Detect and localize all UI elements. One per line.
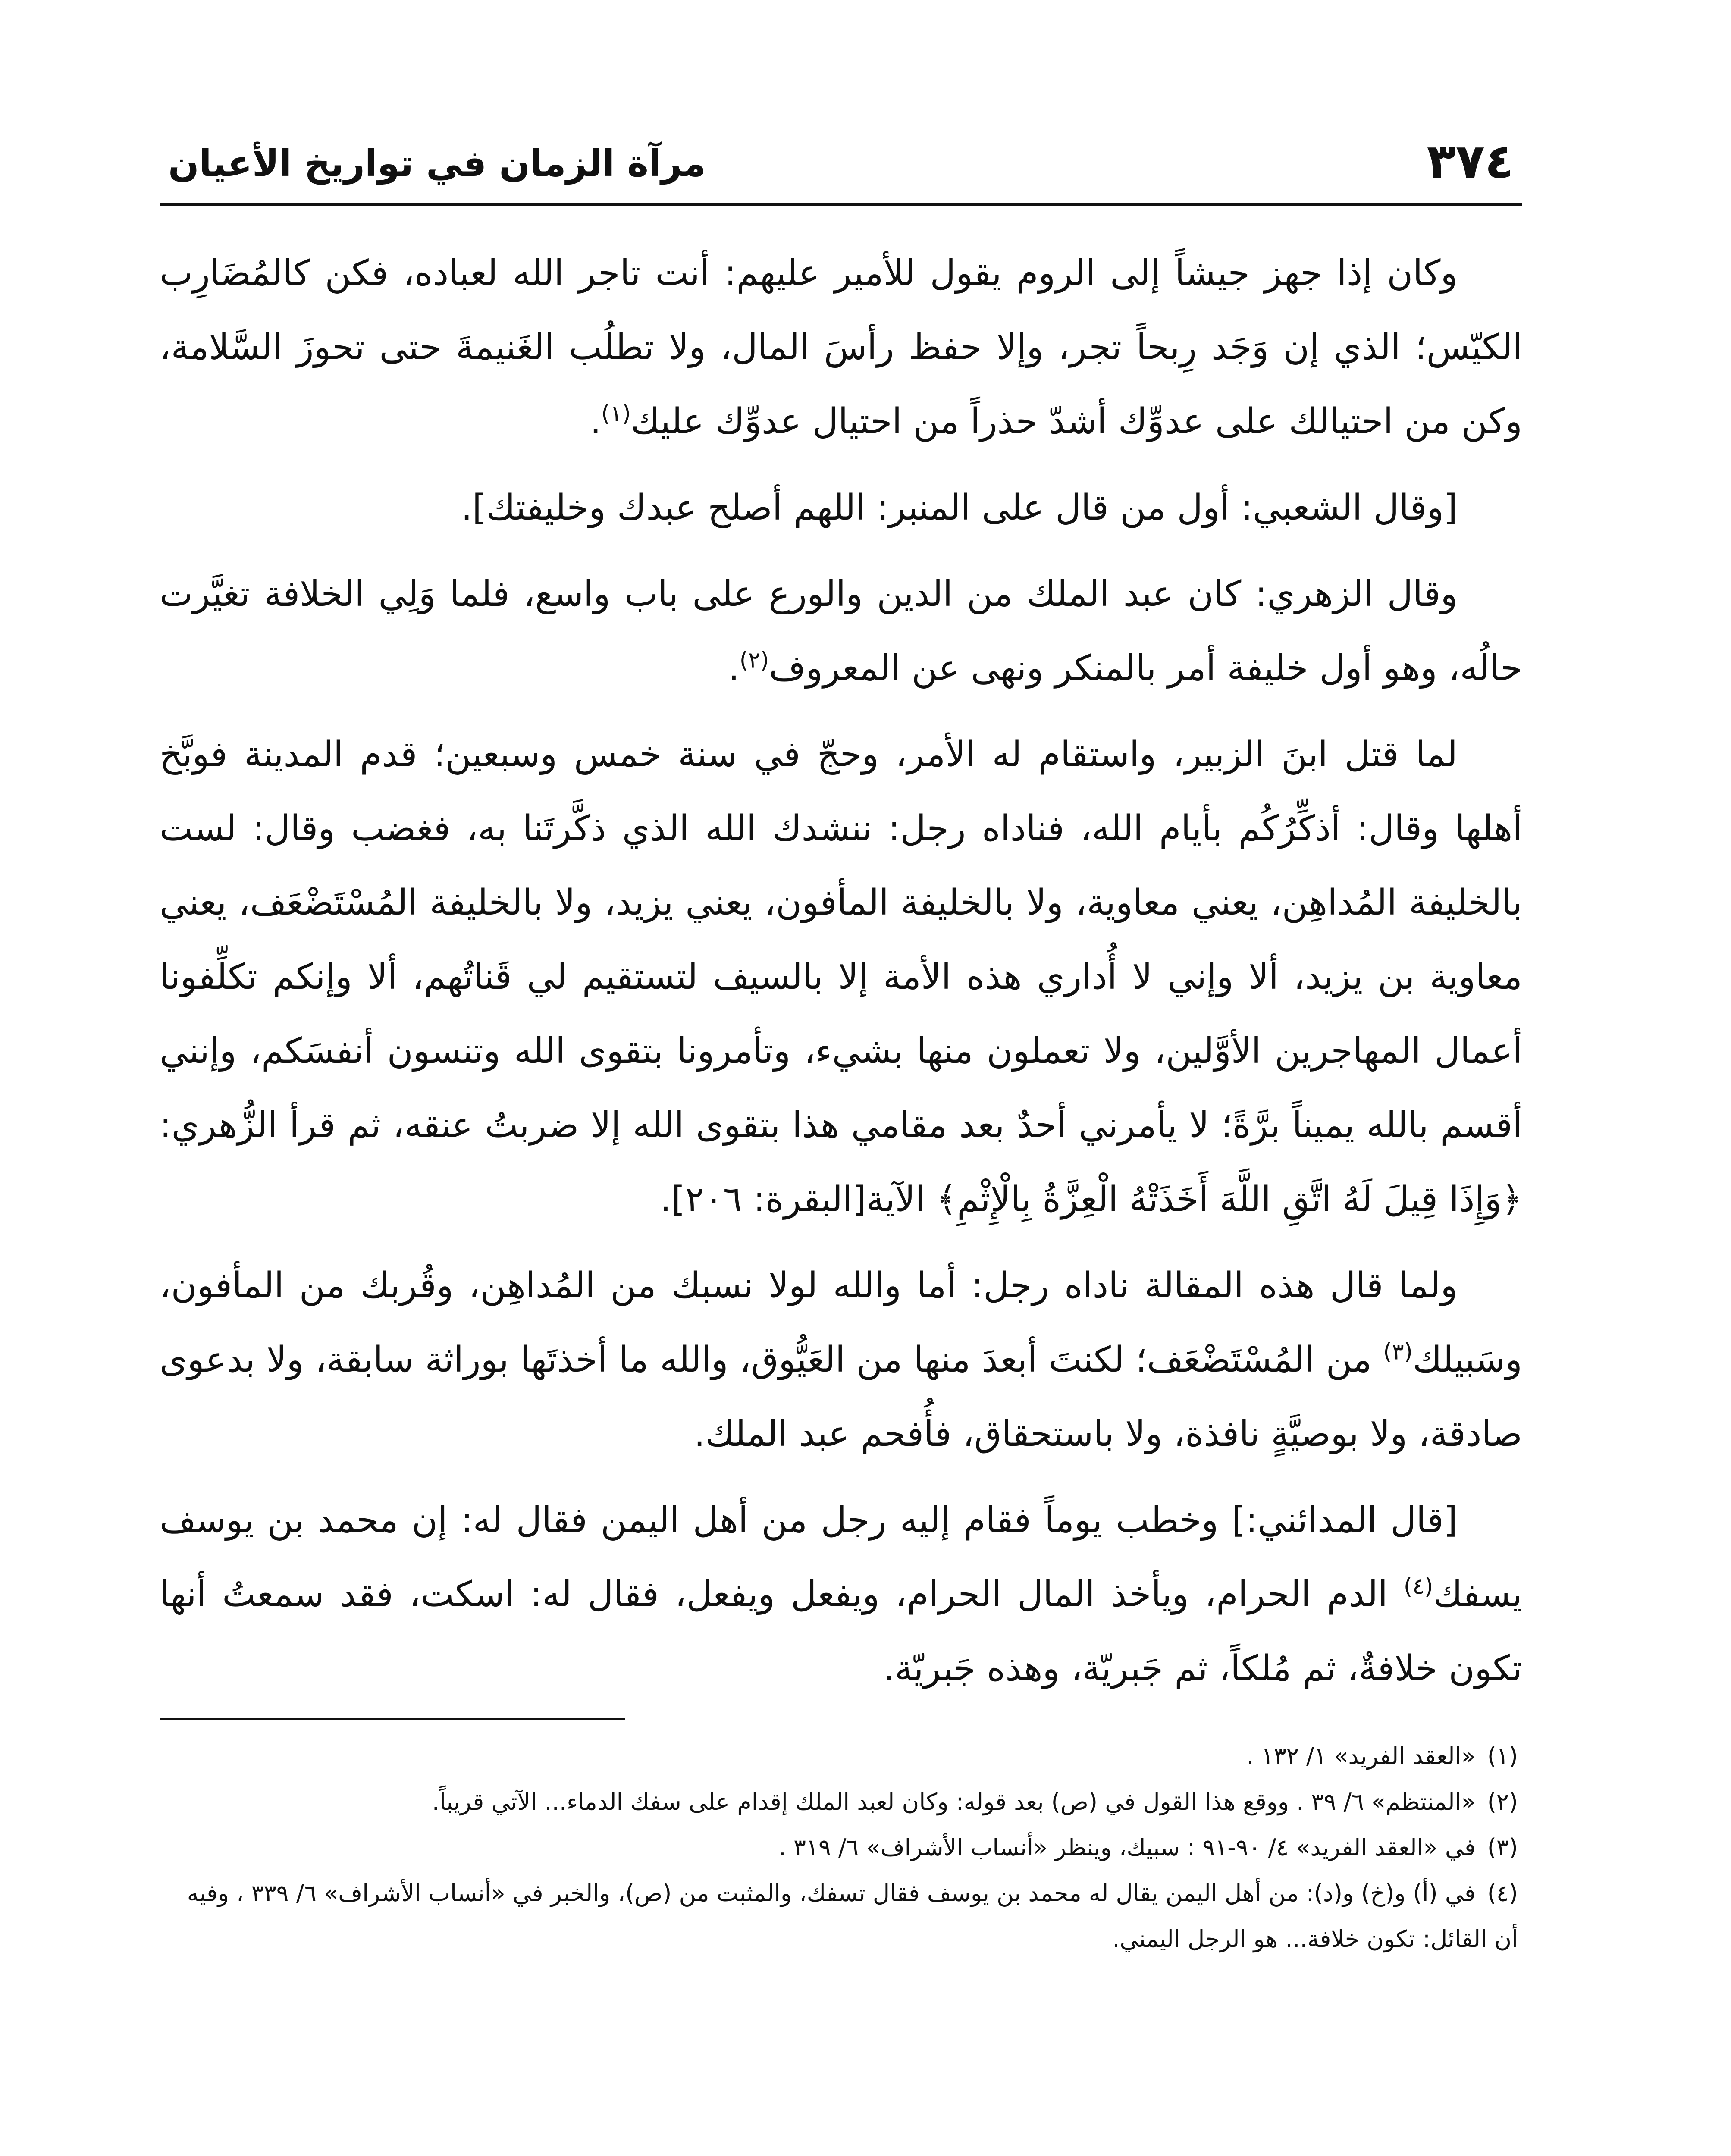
- footnote: [160, 1825, 1518, 1871]
- book-title: مرآة الزمان في تواريخ الأعيان: [168, 142, 706, 185]
- footnote-marker: (٢): [739, 647, 769, 674]
- main-text: [160, 236, 1522, 1706]
- footnote-text: «العقد الفريد» ١/ ١٣٢ .: [1246, 1742, 1476, 1770]
- paragraph: وكان إذا جهز جيشاً إلى الروم يقول للأمير عليهم: أنت تاجر الله لعباده، فكن كالمُضَارِب الكيّس؛ الذي إن وَجَد رِبحاً تجر، وإلا حفظ رأسَ المال، ولا تطلُب الغَنيمةَ حتى تحوزَ السَّلامة، وكن من احتيالك على عدوِّك أشدّ حذراً من احتيال عدوِّك عليك$^{(١)}$.: [160, 253, 1522, 442]
- paragraph: لما قتل ابنَ الزبير، واستقام له الأمر، وحجّ في سنة خمس وسبعين؛ قدم المدينة فوبَّخ أهلها وقال: أذكِّرُكُم بأيام الله، فناداه رجل: ننشدك الله الذي ذكَّرتَنا به، فغضب وقال: لست بالخليفة المُداهِن، يعني معاوية، ولا بالخليفة المأفون، يعني يزيد، ولا بالخليفة المُسْتَضْعَف، يعني معاوية بن يزيد، ألا وإني لا أُداري هذه الأمة إلا بالسيف لتستقيم لي قَناتُهم، ألا وإنكم تكلِّفونا أعمال المهاجرين الأوَّلين، ولا تعملون منها بشيء، وتأمرونا بتقوى الله وتنسون أنفسَكم، وإنني أقسم بالله يميناً برَّةً؛ لا يأمرني أحدٌ بعد مقامي هذا بتقوى الله إلا ضربتُ عنقه، ثم قرأ الزُّهري: ﴿وَإِذَا قِيلَ لَهُ اتَّقِ اللَّهَ أَخَذَتْهُ الْعِزَّةُ بِالْإِثْمِ﴾ الآية[البقرة: ٢٠٦].: [160, 734, 1522, 1220]
- footnote-text: «المنتظم» ٦/ ٣٩ . ووقع هذا القول في (ص) بعد قوله: وكان لعبد الملك إقدام على سفك الدماء... الآتي قريباً.: [432, 1788, 1476, 1815]
- footnote: [160, 1733, 1518, 1779]
- footnote-number: (٢): [1487, 1788, 1518, 1815]
- page-number: ٣٧٤: [1427, 134, 1514, 189]
- book-page: [160, 129, 1522, 2156]
- footnote-text: في «العقد الفريد» ٤/ ٩٠-٩١ : سبيك، وينظر «أنساب الأشراف» ٦/ ٣١٩ .: [778, 1834, 1476, 1861]
- paragraph: ولما قال هذه المقالة ناداه رجل: أما والله لولا نسبك من المُداهِن، وقُربك من المأفون، وسَبيلك$^{(٣)}$ من المُسْتَضْعَف؛ لكنتَ أبعدَ منها من العَيُّوق، والله ما أخذتَها بوراثة سابقة، ولا بدعوى صادقة، ولا بوصيَّةٍ نافذة، ولا باستحقاق، فأُفحم عبد الملك.: [160, 1265, 1522, 1454]
- running-header: [160, 129, 1522, 206]
- footnote: [160, 1779, 1518, 1825]
- paragraph: وقال الزهري: كان عبد الملك من الدين والورع على باب واسع، فلما وَلِي الخلافة تغيَّرت حالُه، وهو أول خليفة أمر بالمنكر ونهى عن المعروف$^{(٢)}$.: [160, 573, 1522, 689]
- footnote-text: في (أ) و(خ) و(د): من أهل اليمن يقال له محمد بن يوسف فقال تسفك، والمثبت من (ص)، والخبر في «أنساب الأشراف» ٦/ ٣٣٩ ، وفيه أن القائل: تكون خلافة... هو الرجل اليمني.: [187, 1880, 1518, 1952]
- footnote-number: (٤): [1487, 1880, 1518, 1907]
- footnote-number: (١): [1487, 1742, 1518, 1770]
- paragraph: [قال المدائني:] وخطب يوماً فقام إليه رجل من أهل اليمن فقال له: إن محمد بن يوسف يسفك$^{(٤)}$ الدم الحرام، ويأخذ المال الحرام، ويفعل ويفعل، فقال له: اسكت، فقد سمعتُ أنها تكون خلافةٌ، ثم مُلكاً، ثم جَبريّة، وهذه جَبريّة.: [160, 1500, 1522, 1689]
- footnote-number: (٣): [1487, 1834, 1518, 1861]
- footnote-marker: (١): [601, 401, 631, 427]
- footnote-separator: [160, 1718, 625, 1720]
- footnote: [160, 1871, 1518, 1962]
- footnotes: [160, 1733, 1518, 1962]
- paragraph: [وقال الشعبي: أول من قال على المنبر: اللهم أصلح عبدك وخليفتك].: [461, 487, 1458, 528]
- footnote-marker: (٣): [1383, 1339, 1413, 1365]
- footnote-marker: (٤): [1403, 1573, 1433, 1600]
